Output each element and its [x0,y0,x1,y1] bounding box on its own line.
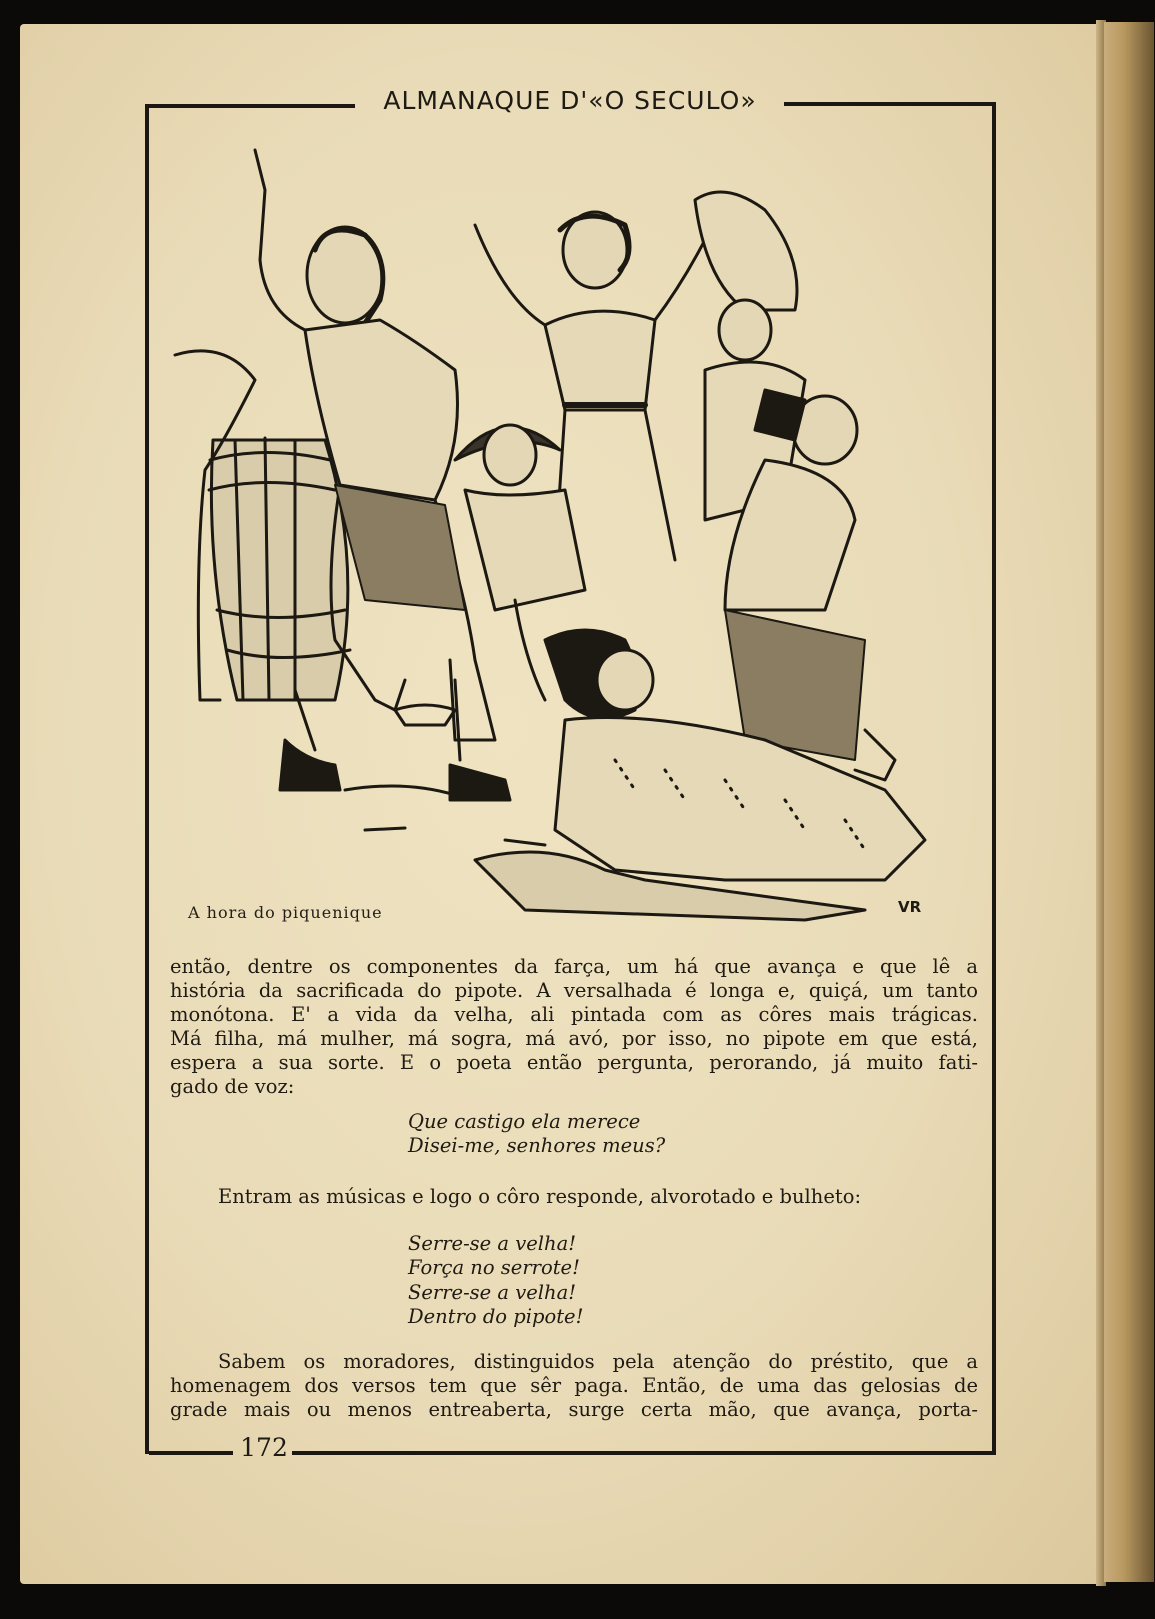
drinking-man-drawing [705,300,895,780]
frame-rule-left [145,104,149,1454]
text-line: Sabem os moradores, distinguidos pela atenção do préstito, que a [218,1350,978,1373]
text-line: gado de voz: [170,1075,295,1098]
footer-rule-left [149,1451,233,1455]
verse-line: Dentro do pipote! [408,1305,584,1328]
header-rule-left [145,104,355,108]
page-number: 172 [240,1433,288,1462]
facing-page-edge [1104,22,1154,1582]
text-line: monótona. E' a vida da velha, ali pintada com as côres mais trágicas. [170,1003,978,1026]
verse-line: Serre-se a velha! [408,1281,577,1304]
picnic-illustration [165,140,975,940]
verse-line: Força no serrote! [408,1256,580,1279]
verse-line: Disei-me, senhores meus? [408,1134,666,1157]
verse-line: Serre-se a velha! [408,1232,577,1255]
artist-signature: VR [898,898,922,916]
text-line: história da sacrificada do pipote. A versalhada é longa e, quiçá, um tanto [170,979,978,1002]
header-rule-right [784,102,996,106]
running-head: ALMANAQUE D'«O SECULO» [383,86,757,115]
text-line: Má filha, má mulher, má sogra, má avó, por isso, no pipote em que está, [170,1027,978,1050]
text-line: então, dentre os componentes da farça, um há que avança e que lê a [170,955,978,978]
verse-line: Que castigo ela merece [408,1110,641,1133]
frame-rule-right [992,104,996,1454]
footer-rule-right [292,1451,996,1455]
text-line: grade mais ou menos entreaberta, surge certa mão, que avança, porta- [170,1398,978,1421]
paragraph-2: Entram as músicas e logo o côro responde, alvorotado e bulheto: [218,1185,862,1208]
text-line: espera a sua sorte. E o poeta então pergunta, perorando, já muito fati- [170,1051,978,1074]
text-line: homenagem dos versos tem que sêr paga. Então, de uma das gelosias de [170,1374,978,1397]
illustration-caption: A hora do piquenique [188,903,383,922]
